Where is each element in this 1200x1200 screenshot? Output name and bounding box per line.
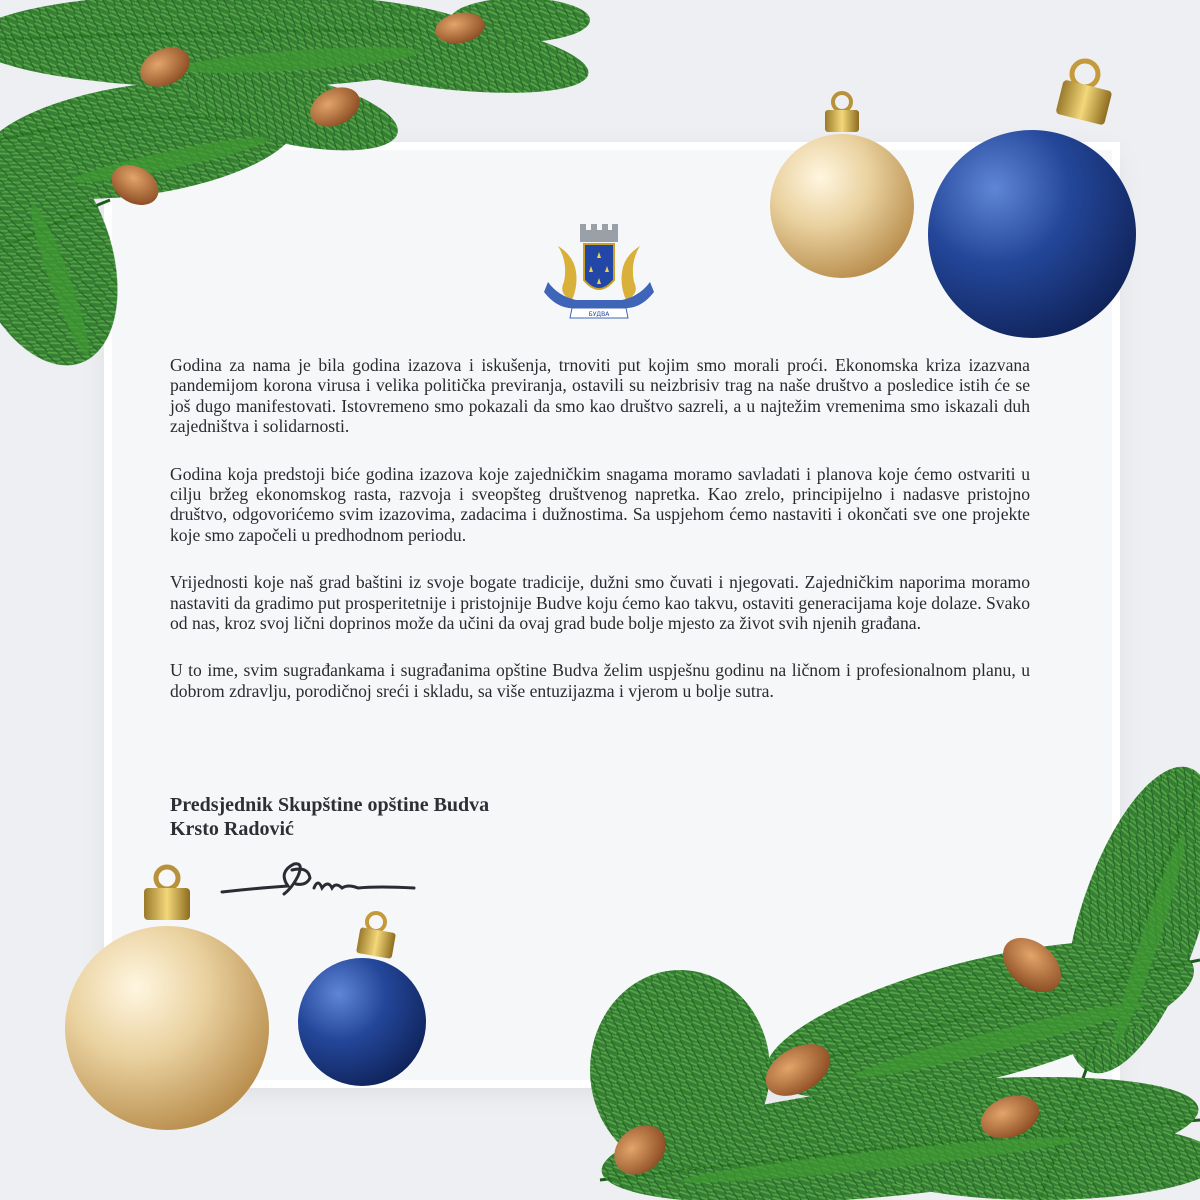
letter-paragraph: Vrijednosti koje naš grad baštini iz svoje bogate tradicije, dužni smo čuvati i njegovati. Zajedničkim naporima moramo nastaviti da gradimo put prosperitetnije i pristojnije Budve koju ćemo kao takvu, ostaviti generacijama koje dolaze. Svako od nas, kroz svoj lični doprinos može da učini da ovaj grad bude bolje mjesto za život svih njenih građana. — [170, 572, 1030, 634]
letter-body — [170, 355, 1030, 728]
pine-cone-icon — [135, 45, 195, 90]
pine-cone-icon — [758, 1040, 838, 1100]
pine-cone-icon — [995, 935, 1070, 995]
gold-ornament-icon — [62, 862, 272, 1132]
blue-ornament-icon — [925, 52, 1140, 342]
letter-paragraph: Godina za nama je bila godina izazova i iskušenja, trnoviti put kojim smo morali proći. Ekonomska kriza izazvana pandemijom korona virusa i velika politička previranja, ostavili su neizbrisiv trag na naše društvo a posledice istih će se još dugo manifestovati. Istovremeno smo pokazali da smo kao društvo sazreli, a u najtežim vremenima smo iskazali duh zajedništva i solidarnosti. — [170, 355, 1030, 437]
coat-of-arms-icon — [528, 222, 670, 322]
pine-cone-icon — [975, 1090, 1045, 1145]
pine-cone-icon — [605, 1120, 675, 1180]
pine-branch-icon — [0, 0, 600, 380]
letter-paragraph: Godina koja predstoji biće godina izazova koje zajedničkim snagama moramo savladati i planova koje ćemo ostvariti u cilju bržeg ekonomskog rasta, razvoja i sveopšteg društvenog napretka. Kao zrelo, principijelno i nadasve pristojno društvo, odgovorićemo svim izazovima, zadacima i dužnostima. Sa uspjehom ćemo nastaviti i okončati sve one projekte koje smo započeli u predhodnom periodu. — [170, 463, 1030, 545]
pine-cone-icon — [305, 85, 365, 130]
pine-cone-icon — [430, 8, 490, 48]
pine-cone-icon — [105, 160, 165, 210]
blue-ornament-icon — [296, 910, 431, 1090]
handwritten-signature-icon — [218, 858, 418, 900]
signatory-title: Predsjednik Skupštine opštine Budva — [170, 794, 490, 816]
signature-block — [170, 793, 489, 841]
signatory-name: Krsto Radović — [170, 818, 294, 840]
svg-text:БУДВА: БУДВА — [588, 311, 610, 318]
letter-paragraph: U to ime, svim sugrađankama i sugrađanima opštine Budva želim uspješnu godinu na ličnom i profesionalnom planu, u dobrom zdravlju, porodičnoj sreći i skladu, sa više entuzijazma i vjerom u bolje sutra. — [170, 660, 1030, 701]
pine-branch-icon — [480, 740, 1200, 1200]
gold-ornament-icon — [765, 88, 920, 283]
